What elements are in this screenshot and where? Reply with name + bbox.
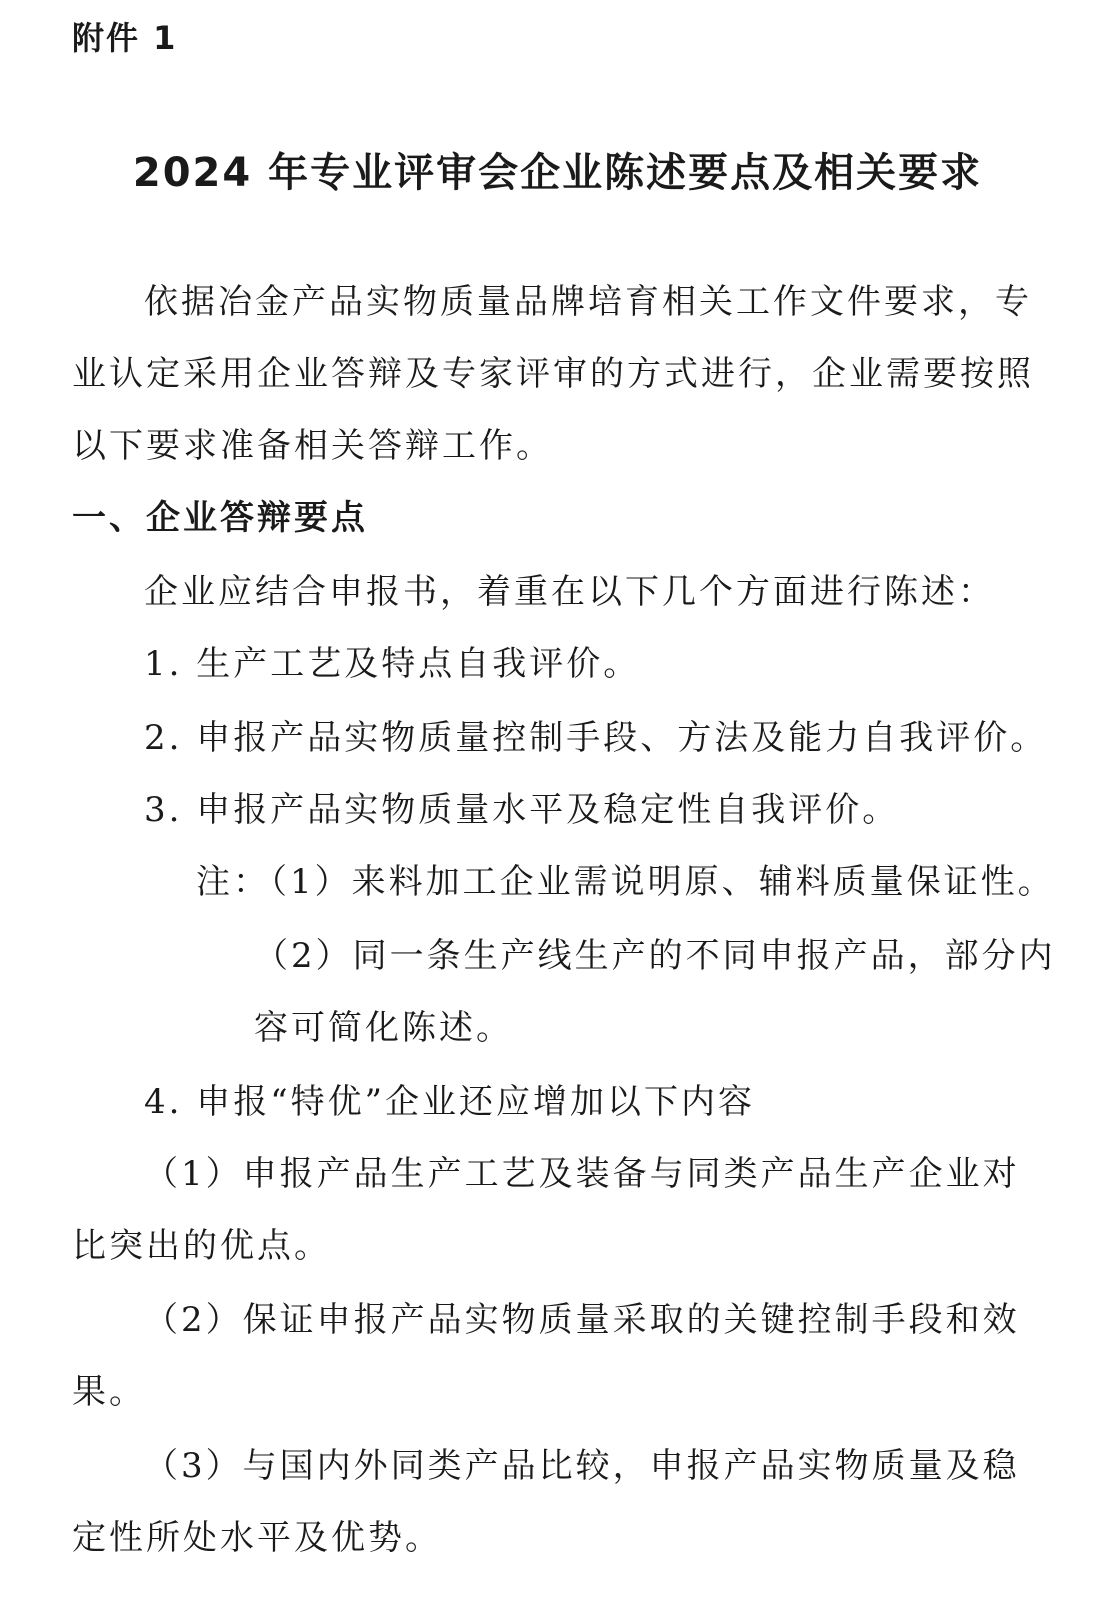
list-item-1: 1. 生产工艺及特点自我评价。: [144, 644, 641, 684]
sub-item-2-line-2: 果。: [72, 1372, 146, 1412]
list-item-2: 2. 申报产品实物质量控制手段、方法及能力自我评价。: [144, 718, 1048, 758]
sub-item-2-line-1: （2）保证申报产品实物质量采取的关键控制手段和效: [144, 1300, 1020, 1340]
note-line-3: 容可简化陈述。: [254, 1008, 513, 1048]
section-lead: 企业应结合申报书，着重在以下几个方面进行陈述：: [144, 572, 995, 612]
intro-line-1: 依据冶金产品实物质量品牌培育相关工作文件要求，专: [144, 282, 1032, 322]
intro-line-3: 以下要求准备相关答辩工作。: [72, 426, 553, 466]
sub-item-1-line-1: （1）申报产品生产工艺及装备与同类产品生产企业对: [144, 1154, 1020, 1194]
sub-item-3-line-2: 定性所处水平及优势。: [72, 1518, 442, 1558]
document-title: 2024 年专业评审会企业陈述要点及相关要求: [132, 150, 983, 196]
note-line-2: （2）同一条生产线生产的不同申报产品，部分内: [254, 936, 1056, 976]
section-heading-1: 一、企业答辩要点: [72, 498, 368, 538]
sub-item-1-line-2: 比突出的优点。: [72, 1226, 331, 1266]
attachment-label: 附件 1: [72, 19, 178, 57]
list-item-4: 4. 申报“特优”企业还应增加以下内容: [144, 1082, 756, 1122]
note-line-1: 注：（1）来料加工企业需说明原、辅料质量保证性。: [196, 862, 1055, 902]
intro-line-2: 业认定采用企业答辩及专家评审的方式进行，企业需要按照: [72, 354, 1034, 394]
list-item-3: 3. 申报产品实物质量水平及稳定性自我评价。: [144, 790, 900, 830]
sub-item-3-line-1: （3）与国内外同类产品比较，申报产品实物质量及稳: [144, 1446, 1020, 1486]
